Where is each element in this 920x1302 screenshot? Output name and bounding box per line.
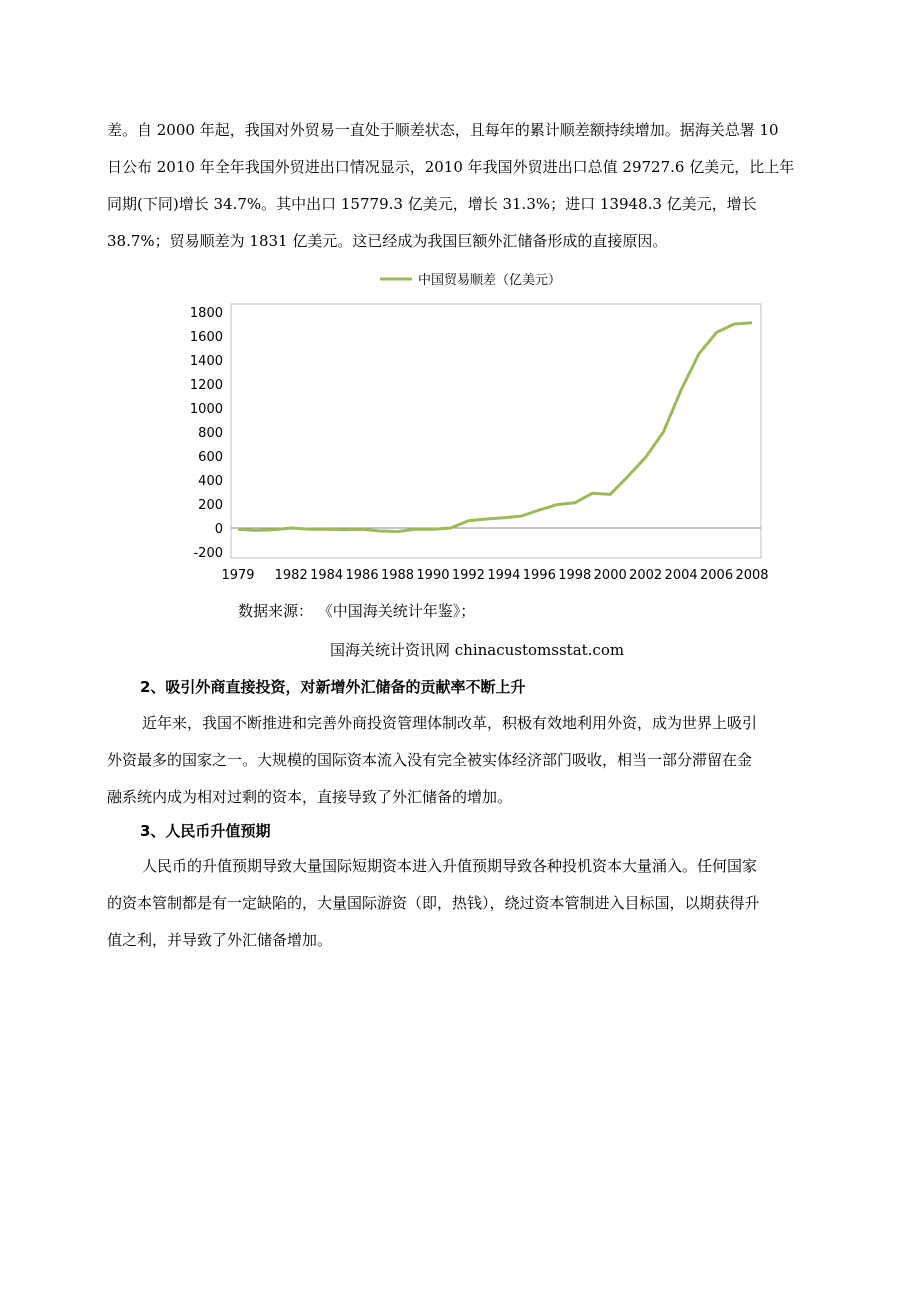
y-tick-label: 600	[198, 450, 223, 465]
section-2-heading: 2、吸引外商直接投资，对新增外汇储备的贡献率不断上升	[140, 678, 526, 696]
y-tick-label: 1800	[189, 306, 223, 321]
x-tick-label: 2004	[664, 568, 698, 583]
text-line: 的资本管制都是有一定缺陷的，大量国际游资（即，热钱），绕过资本管制进入目标国，以期获得升	[107, 894, 760, 912]
x-tick-label: 1984	[310, 568, 344, 583]
x-tick-label: 2000	[593, 568, 627, 583]
y-tick-label: 0	[214, 522, 223, 537]
x-tick-label: 1979	[221, 568, 255, 583]
intro-paragraph	[107, 112, 819, 260]
y-tick-label: -200	[193, 546, 223, 561]
y-tick-label: 1000	[189, 402, 223, 417]
text-line: 外资最多的国家之一。大规模的国际资本流入没有完全被实体经济部门吸收，相当一部分滞留在金	[107, 751, 753, 769]
text-line: 融系统内成为相对过剩的资本，直接导致了外汇储备的增加。	[107, 788, 513, 806]
y-tick-label: 1200	[189, 378, 223, 393]
x-tick-label: 1986	[345, 568, 379, 583]
section-2-paragraph	[107, 705, 819, 816]
y-tick-label: 200	[198, 498, 223, 513]
x-tick-label: 1996	[522, 568, 556, 583]
text-line: 38.7%；贸易顺差为 1831 亿美元。这已经成为我国巨额外汇储备形成的直接原因。	[107, 232, 668, 250]
x-tick-label: 1992	[451, 568, 485, 583]
section-3-paragraph	[107, 848, 819, 959]
x-tick-label: 2008	[735, 568, 769, 583]
y-tick-label: 400	[198, 474, 223, 489]
legend-label: 中国贸易顺差（亿美元）	[418, 273, 562, 288]
text-line: 人民币的升值预期导致大量国际短期资本进入升值预期导致各种投机资本大量涌入。任何国家	[142, 857, 758, 875]
y-tick-label: 1600	[189, 330, 223, 345]
text-line: 值之利，并导致了外汇储备增加。	[107, 931, 333, 949]
text-line: 差。自 2000 年起，我国对外贸易一直处于顺差状态，且每年的累计顺差额持续增加。据海关总署 10	[107, 121, 779, 139]
source-line-1: 数据来源： 《中国海关统计年鉴》；	[238, 602, 476, 620]
x-tick-label: 1990	[416, 568, 450, 583]
x-tick-label: 1988	[380, 568, 415, 583]
y-tick-label: 1400	[189, 354, 223, 369]
x-tick-label: 1994	[487, 568, 521, 583]
text-line: 近年来，我国不断推进和完善外商投资管理体制改革，积极有效地利用外资，成为世界上吸引	[142, 714, 758, 732]
source-line-2: 国海关统计资讯网 chinacustomsstat.com	[330, 641, 625, 659]
trade-surplus-chart	[180, 262, 780, 587]
x-tick-label: 1982	[274, 568, 308, 583]
text-line: 日公布 2010 年全年我国外贸进出口情况显示，2010 年我国外贸进出口总值 29727.6 亿美元，比上年	[107, 158, 795, 176]
x-axis	[221, 568, 768, 583]
y-tick-label: 800	[198, 426, 223, 441]
x-tick-label: 2002	[629, 568, 663, 583]
text-line: 同期(下同)增长 34.7%。其中出口 15779.3 亿美元，增长 31.3%；进口 13948.3 亿美元，增长	[107, 195, 757, 213]
series-line	[238, 323, 752, 532]
x-tick-label: 1998	[558, 568, 592, 583]
plot-area	[231, 304, 761, 558]
y-axis	[190, 306, 761, 561]
x-tick-label: 2006	[700, 568, 734, 583]
section-3-heading: 3、人民币升值预期	[140, 822, 271, 840]
